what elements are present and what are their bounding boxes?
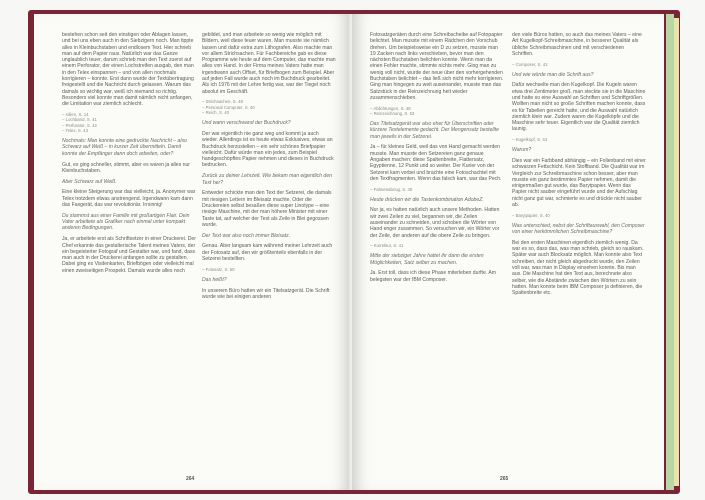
cross-reference-list	[370, 243, 504, 248]
interview-answer: Fotosatzgeräten durch eine Schreibscheibe auf Fotopapier belichtet. Man musste mit einem Rädchen den Vorschub drehen. Um beispielsweise ein D zu setzen, musste man 19 Zacken nach links verschieben, bevor man den nächsten Buchstaben belichten konnte. Wenn man da einen Fehler machte, stimmte nichts mehr. Ging man zu wenig voll nicht, wurde der neue über den vorhergehenden Buchstaben belichtet – das ließ sich nicht mehr korrigieren. Ging man hingegen zu weit auseinander, musste man das Satzstück in der Reinzeichnung heit wieder zusammenschieben.	[370, 32, 504, 101]
right-page-column-2	[512, 32, 646, 301]
cross-reference: – Perforator, S. 42	[62, 122, 97, 128]
interview-question: Das Titelsatzgerät war also eher für Überschriften oder kürzere Textelemente gedacht. Der Mengensatz bestellte man jeweils in der Setzerei.	[370, 121, 499, 140]
cross-reference: – Strichsachen, S. 48	[202, 99, 243, 105]
interview-question: Heute drücken wir die Tastenkombination AdobeZ.	[370, 196, 484, 203]
cross-reference: – Kugelkopf, S. 44	[512, 137, 548, 143]
interview-answer: den viele Büros hatten, so auch das meines Vaters – eine Art Kugelkopf-Schreibmaschine, in besserer Qualität als übliche Schreibmaschinen und mit verschiedenen Schriften.	[512, 32, 642, 57]
page-edge-tab-yellow	[674, 18, 679, 486]
cross-reference: – Composer, S. 42	[512, 61, 548, 67]
right-page	[352, 14, 664, 490]
cross-reference-list	[512, 62, 646, 67]
interview-answer: Ja, er arbeitete erst als Schriftsetzer in einer Druckerei. Der Chef erkannte das gestalterische Talent meines Vaters, der ein begeisterter Fotograf und Gestalter war, und fand, dass man auch in der Druckerei anfangen sollte zu gestalten. Dabei ging es Visitenkarten, Briefbögen oder vielleicht mal einen zweiseitigen Prospekt. Damals wurde alles noch	[62, 236, 196, 274]
cross-reference-list	[202, 99, 336, 115]
cross-reference: – rollen, S. 14	[62, 112, 89, 118]
cross-reference: – Reinzeichnung, S. 53	[370, 111, 415, 117]
interview-answer: gebildet, und man arbeitete so wenig wie möglich mit Bildern, weil diese teuer waren. Man musste sie nämlich lassen und dafür extra zum Lithografen. Also machte man vor allem Strichsachen. Für Fachbereiche gab es diese Programme wie heute auf dem Computer, das machte man alles von Hand. In der Firma meines Vaters hatte man irgendwann auch Offset, für Briefbogen zum Beispiel. Aber auf jeden Fall wurde auch noch im Buchdruck gearbeitet. Als ich 1976 mit der Lehre fertig war, war der Tiegel noch absolut im Geschäft.	[202, 32, 336, 95]
cross-reference: – Fahnenabzug, S. 40	[370, 186, 413, 192]
cross-reference: – Korrektur, S. 41	[370, 243, 404, 249]
cross-reference-list	[370, 187, 504, 192]
interview-answer: In unserem Büro hatten wir ein Titelsatzgerät. Die Schrift wurde wie bei einigen anderen	[202, 287, 330, 300]
interview-question: Der Text war also noch immer Bleisatz.	[202, 232, 291, 239]
cross-reference: – Ablichtungen, S. 48	[370, 105, 411, 111]
interview-answer: Ja – für kleines Geld, weil das von Hand gemacht werden musste. Man musste den Setzereien ganz genaue Angaben machen: diese Spaltenbreite, Flattersatz, Egyptienne, 12 Punkt und so weiter. Der Kurier von der Setzerei kam vorbei und brachte eine Fotoschachtel mit den Textfragmenten. Wenn das falsch kam, war das Pech.	[370, 144, 502, 182]
interview-question: Mitte der siebziger Jahre hattet ihr dann die ersten Möglichkeiten, Satz selber zu machen.	[370, 253, 484, 266]
interview-question: Nochmals: Man konnte eine gedruckte Nachricht – also Schwarz auf Weiß – in kurzer Zeit übermitteln. Damit konnte der Empfänger dann doch arbeiten, oder?	[62, 138, 187, 157]
cross-reference-list	[512, 213, 646, 218]
interview-question: Du stammst aus einer Familie mit großartigen Flair. Dein Vater arbeitete als Grafiker nach einmal unter kompakt anderen Bedingungen.	[62, 212, 190, 232]
cross-reference-list	[512, 137, 646, 142]
cross-reference: – Telex, S. 43	[62, 128, 88, 134]
interview-answer: Eine kleine Steigerung war das vielleicht, ja. Anonymer war Telex trotzdem etwas anstrengend. Irgendwann kam dann das Faxgerät, das war revolutionär. Irrsinnig!	[62, 189, 196, 209]
cross-reference: – Reich, S. 40	[202, 110, 229, 116]
interview-answer: Entweder schickte man den Text der Setzerei, die damals mit riesigen Lettern im Bleisatz machte. Oder die Druckereien selbst besaßen diese super Linotype – eine riesige Maschine, mit der man höhere Minister mit einer Taste tat, auf welcher der Text als Zeile in Blei gegossen wurde.	[202, 190, 332, 228]
cross-reference-list	[370, 106, 504, 117]
left-page-column-1	[62, 32, 196, 279]
interview-question: Das heißt?	[202, 276, 227, 283]
interview-question: Was unterschied, nebst der Schriftauswahl, den Composer von einer herkömmlichen Schreibmaschine?	[512, 222, 645, 236]
page-edge-tab-green	[666, 14, 674, 490]
interview-question: Und wie würde man die Schrift aus?	[512, 71, 594, 78]
interview-answer: Gut, es ging schneller, stimmt, aber es waren ja alles nur Kleinbuchstaben.	[62, 161, 190, 174]
interview-answer: Nur ja, es hatten natürlich auch unsere Methoden. Hatten wir zwei Zeilen zu viel, begannen wir, die Zeilen auseinander zu schneiden, und schoben die Wörter von Hand enger zusammen. So versuchen wir, ein Wörter vor der Zeile, der anderen auf die obere Zeile zu bringen.	[370, 207, 500, 239]
interview-answer: Genau. Aber langsam kam während meiner Lehrzeit auch der Fotosatz auf, den wir größtenteils ebenfalls in der Setzerei bestellten.	[202, 243, 333, 263]
interview-question: Warum?	[512, 147, 532, 154]
cross-reference-list	[62, 112, 196, 134]
cross-reference: – Fotosatz, S. 50	[202, 266, 235, 272]
interview-answer: Dies war ein Farbband abhängig – ein Folienband mit einer schwarzen Fettschicht. Kein Stoffband. Die Qualität war im Vergleich zur Schreibmaschine schon besser, aber man musste ein ganz bestimmtes Papier nehmen, damit die einigermaßen gut wurde, das Barytpapier. Wenn das Papier nicht sauber eingeführt wurde und der Aufschlag nicht ganz gut war, schmierte es und drückte nicht sauber ab.	[512, 157, 646, 209]
interview-answer: Bei den ersten Maschinen eigentlich ziemlich wenig. Da war es so, dass das, was man schrieb, gleich so rauskam. Später war auch Blocksatz möglich. Man konnte also Text schreiben, der nicht gleich abgedruckt wurde, den Zeilen voll war, was man in Display einsehen konnte. Bis man aus. Die Maschine hat den Text aus, berechnete also selber, wie die Abstände zwischen den Wörtern zu sein hatten. Man konnte beim IBM Composer ja definieren, die Spaltenbreite etc.	[512, 239, 644, 297]
left-page-column-2	[202, 32, 336, 305]
interview-answer: Dafür wechselte man den Kugelkopf. Die Kugeln waren etwa drei Zentimeter groß, man steckte sie in die Maschine und hatte so eine Auswahl an Schriften und Schriftgrößen. Wollten man nicht so große Schriften machen konnte, dass es für Tabellen gereicht hatte, und die Auswahl natürlich ziemlich klein war. Zudem waren die Kugelköpfe und die Maschine sehr teuer. Eigentlich war die Qualität ziemlich launig.	[512, 82, 646, 133]
interview-question: Zurück zu deiner Lehrzeit. Wie bekam man eigentlich den Text her?	[202, 173, 332, 186]
right-page-column-1	[370, 32, 504, 288]
left-page-number: 264	[186, 476, 195, 482]
cross-reference-list	[202, 267, 336, 272]
right-page-number: 265	[500, 476, 509, 482]
cross-reference: – Personal Computer, S. 40	[202, 104, 255, 110]
interview-answer: Der war eigentlich nie ganz weg und kommt ja auch wieder. Allerdings ist es heute etwas Exklusives, etwas an Buchdruck herzustellen – ein sehr schönes Briefpapier vielleicht. Dafür würde man ein jedes, zum Beispiel handgeschöpftes Papier nehmen und dieses in Buchdruck bedrucken.	[202, 130, 334, 169]
interview-answer: Ja. Erst toll, dass ich diese Phase miterleben durfte. Am belegsten war der IBM Composer.	[370, 270, 496, 283]
interview-question: Aber Schwarz auf Weiß.	[62, 178, 117, 185]
cross-reference: – Barytpapier, S. 40	[512, 212, 550, 218]
interview-answer: bestehen schon seit den einstigen oder Ablagen lassen, und bei uns eben auch in den Siebzigern noch. Man tippte alles in Kleinbuchstaben und endlosem Text. Hier schrieb man auf dem Papier raus. Natürlich war das Ganze unglaublich teuer, darum schrieb man den Text zuerst auf einem Perforator, der einen Lochstreifen ausgab, den man in den Telex einspannen – und von allen nochmals korrigieren – konnte. Erst dann wurde der Textübertragung freigestellt und die Nachricht durch gelassen. Warum das damals so wichtig war, weiß ich niemand so richtig. Besonders viel konnte man damit nämlich nicht anfangen, die Limitation war ziemlich schlecht.	[62, 32, 194, 108]
cross-reference: – Lochband, S. 41	[62, 117, 97, 123]
left-page	[34, 14, 350, 490]
interview-question: Und wann verschwand der Buchdruck?	[202, 120, 291, 127]
